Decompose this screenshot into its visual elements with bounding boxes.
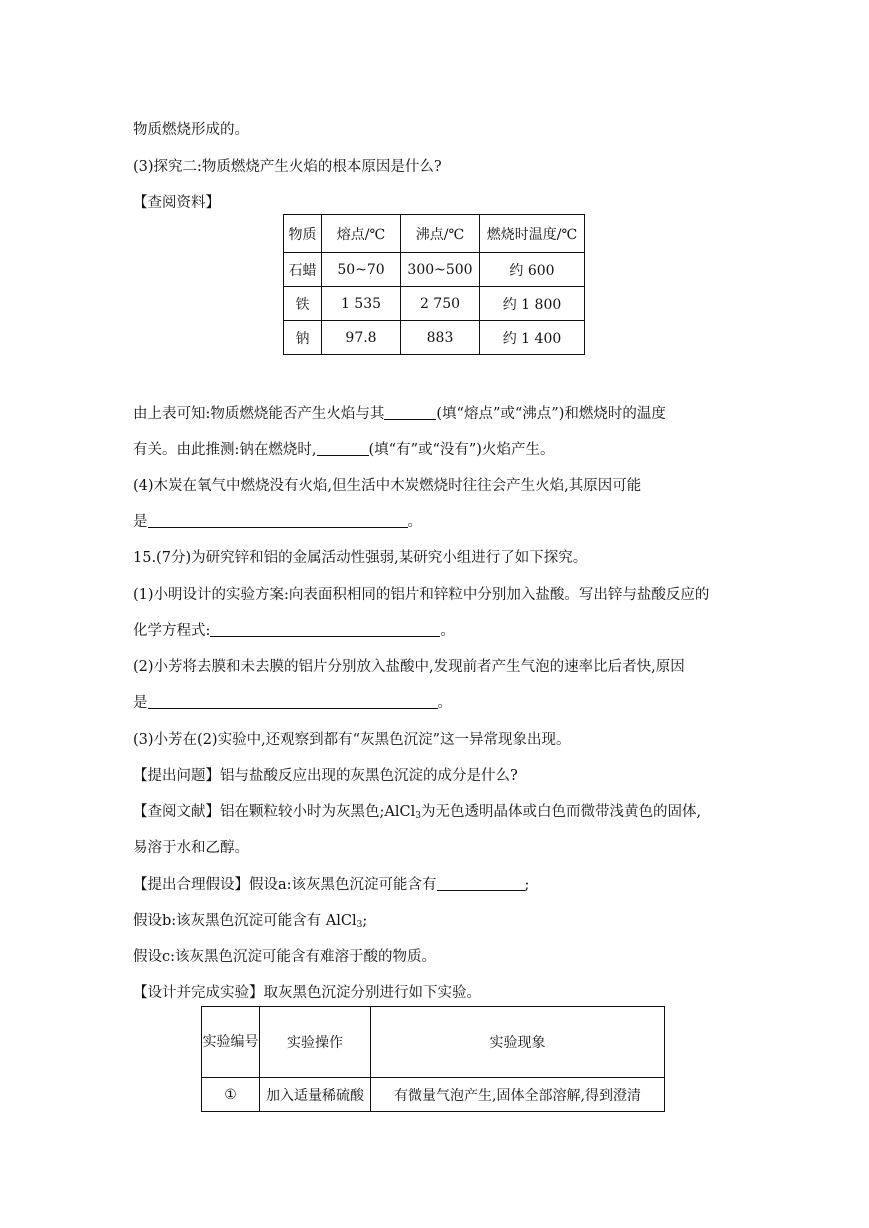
answer-blank (210, 622, 440, 637)
answer-blank (317, 441, 369, 456)
table-cell: 2 750 (401, 287, 480, 321)
text-line (133, 510, 422, 531)
text-span: 。 (437, 695, 452, 711)
text-span: 。 (407, 514, 422, 530)
text-line (133, 619, 455, 640)
text-span: 假设b:该灰黑色沉淀可能含有 AlCl (133, 913, 357, 929)
section-label: 【查阅资料】 (133, 195, 220, 211)
text-span: 化学方程式: (133, 623, 211, 639)
text-line: 假设c:该灰黑色沉淀可能含有难溶于酸的物质。 (133, 949, 437, 965)
table-cell: 883 (401, 321, 480, 355)
text-span: ; (524, 877, 530, 893)
text-line: 物质燃烧形成的。 (133, 122, 249, 138)
table-cell: 铁 (284, 287, 322, 321)
table-cell: 有微量气泡产生,固体全部溶解,得到澄清 (371, 1078, 665, 1112)
table-header: 沸点/℃ (401, 215, 480, 253)
table-header: 燃烧时温度/℃ (480, 215, 585, 253)
table-cell: 约 1 400 (480, 321, 585, 355)
text-line (133, 873, 529, 894)
table-header: 物质 (284, 215, 322, 253)
answer-blank (148, 694, 438, 709)
table-cell: 50~70 (322, 253, 401, 287)
text-line (133, 438, 554, 459)
table-cell: 约 600 (480, 253, 585, 287)
answer-blank (148, 513, 408, 528)
table-cell: 1 535 (322, 287, 401, 321)
text-span: 是 (133, 514, 148, 530)
text-span: (填“有”或“没有”)火焰产生。 (368, 442, 555, 458)
text-line (133, 909, 367, 930)
question-4-text: (4)木炭在氧气中燃烧没有火焰,但生活中木炭燃烧时往往会产生火焰,其原因可能 (133, 478, 642, 494)
text-span: 有关。由此推测:钠在燃烧时, (133, 442, 317, 458)
answer-blank (437, 876, 525, 891)
melting-boiling-table (283, 214, 585, 355)
table-header: 实验编号 (202, 1007, 260, 1078)
text-line (133, 800, 701, 821)
text-span: 是 (133, 695, 148, 711)
table-cell: 钠 (284, 321, 322, 355)
subscript: 3 (415, 811, 421, 821)
text-span: (填“熔点”或“沸点”)和燃烧时的温度 (436, 406, 666, 422)
text-span: 【查阅文献】铝在颗粒较小时为灰黑色;AlCl (133, 804, 416, 820)
table-cell: 300~500 (401, 253, 480, 287)
table-cell: ① (202, 1078, 260, 1112)
table-cell: 约 1 800 (480, 287, 585, 321)
text-span: 【提出合理假设】假设a:该灰黑色沉淀可能含有 (133, 877, 437, 893)
text-line (133, 691, 452, 712)
answer-blank (384, 405, 436, 420)
text-line: (1)小明设计的实验方案:向表面积相同的铝片和锌粒中分别加入盐酸。写出锌与盐酸反应的 (133, 587, 710, 603)
table-header: 实验现象 (371, 1007, 665, 1078)
text-span: 为无色透明晶体或白色而微带浅黄色的固体, (420, 804, 702, 820)
text-span: 由上表可知:物质燃烧能否产生火焰与其 (133, 406, 385, 422)
text-span: ; (362, 913, 368, 929)
question-15-heading: 15.(7分)为研究锌和铝的金属活动性强弱,某研究小组进行了如下探究。 (133, 550, 588, 566)
text-line: 易溶于水和乙醇。 (133, 840, 249, 856)
text-line (133, 402, 666, 423)
text-span: 。 (440, 623, 455, 639)
text-line: 【提出问题】铝与盐酸反应出现的灰黑色沉淀的成分是什么? (133, 768, 518, 784)
text-line: (3)小芳在(2)实验中,还观察到都有“灰黑色沉淀”这一异常现象出现。 (133, 732, 571, 748)
subscript: 3 (356, 920, 363, 930)
text-line: 【设计并完成实验】取灰黑色沉淀分别进行如下实验。 (133, 985, 481, 1001)
table-header: 实验操作 (260, 1007, 371, 1078)
table-cell: 97.8 (322, 321, 401, 355)
text-line: (2)小芳将去膜和未去膜的铝片分别放入盐酸中,发现前者产生气泡的速率比后者快,原因 (133, 659, 685, 675)
experiment-table (201, 1006, 665, 1112)
table-header: 熔点/℃ (322, 215, 401, 253)
table-cell: 石蜡 (284, 253, 322, 287)
table-cell: 加入适量稀硫酸 (260, 1078, 371, 1112)
question-3-heading: (3)探究二:物质燃烧产生火焰的根本原因是什么? (133, 159, 442, 175)
